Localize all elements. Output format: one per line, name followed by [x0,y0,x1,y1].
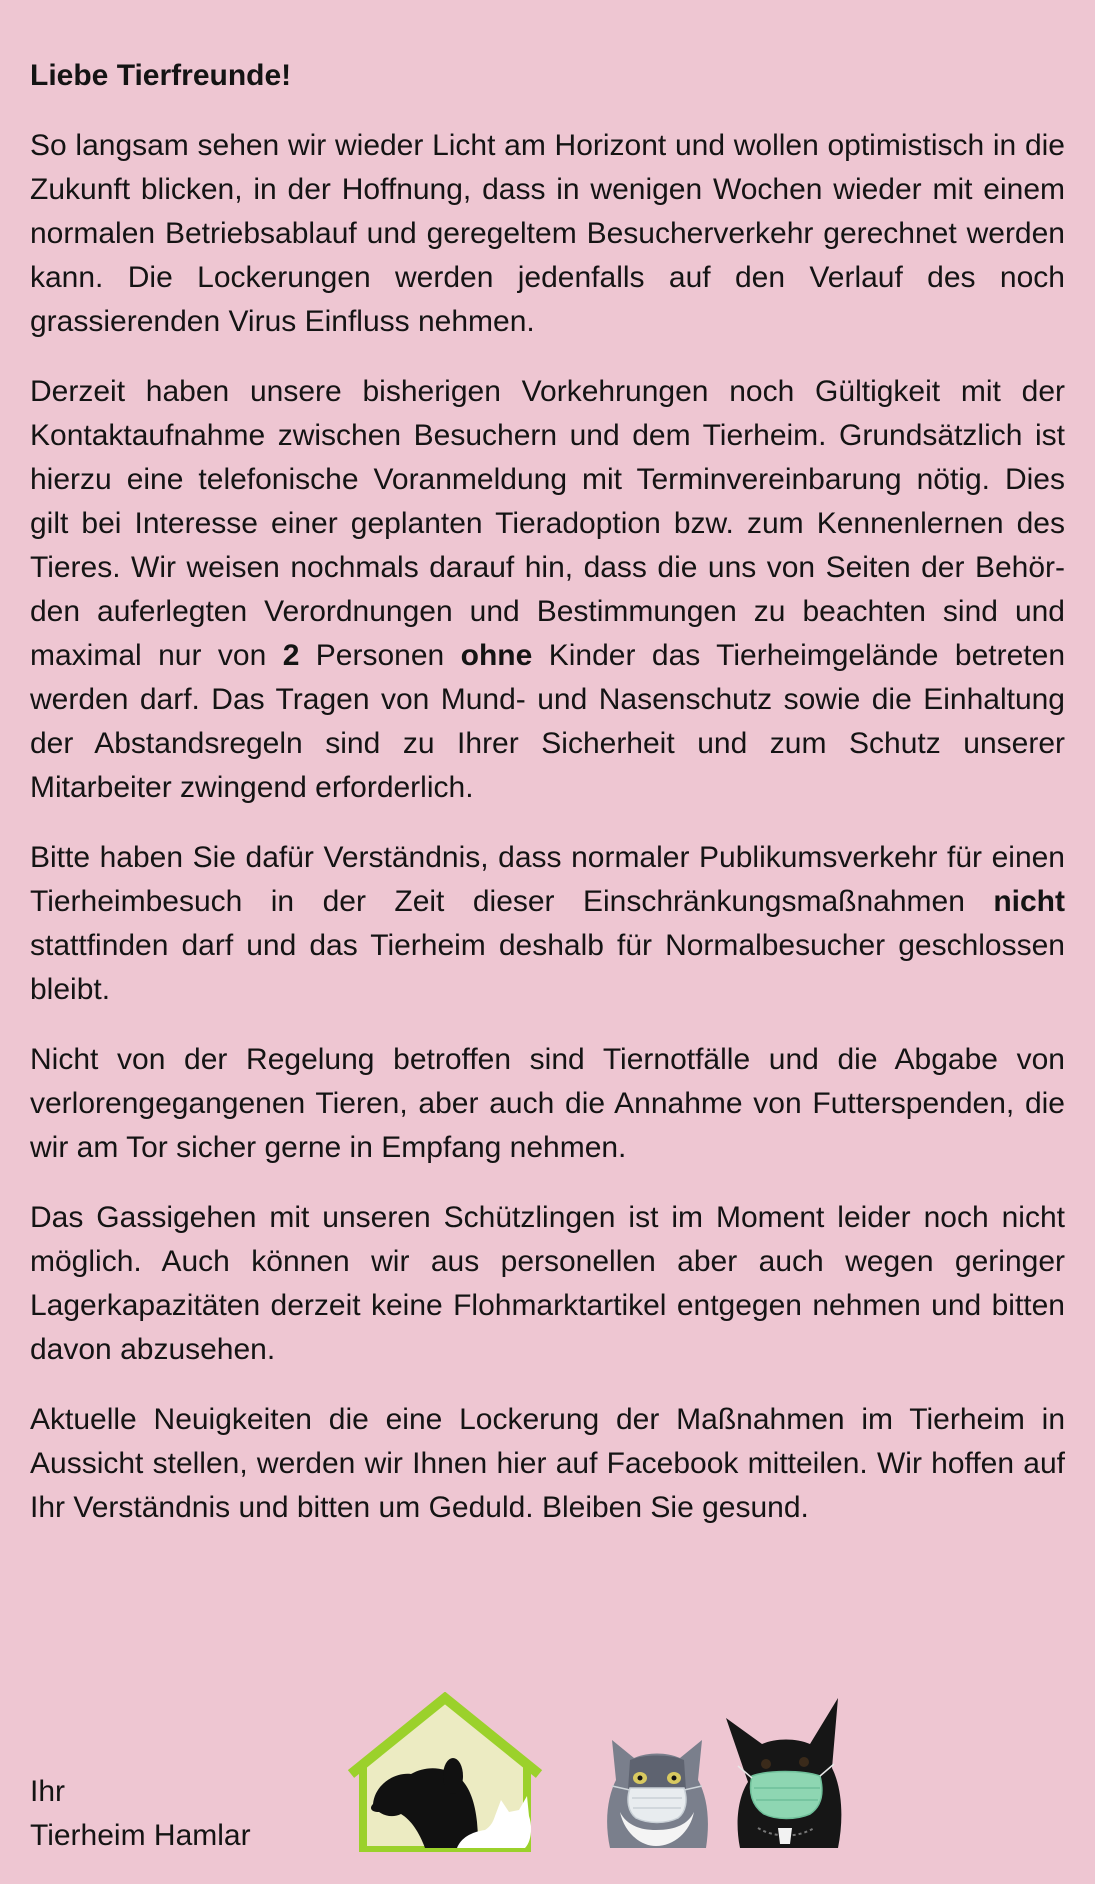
paragraph-1: So langsam sehen wir wieder Licht am Horizont und wollen optimistisch in die Zukunft blicken, in der Hoffnung, dass in wenigen Wochen wieder mit einem normalen Betriebsablauf und geregeltem Besucherverkehr gerechnet werden kann. Die Lockerungen werden jedenfalls auf den Verlauf des noch grassierenden Virus Einfluss nehmen. [30,129,1065,338]
greeting-heading: Liebe Tierfreunde! [30,59,292,92]
paragraph-3 [30,836,1065,1012]
closing-signature [30,1770,251,1858]
paragraph-4: Nicht von der Regelung betroffen sind Tiernotfälle und die Abgabe von verlorengegangenen Tieren, aber auch die Annahme von Futterspenden, die wir am Tor sicher gerne in Empfang nehmen. [30,1043,1065,1164]
paragraph-3-text-a: Bitte haben Sie dafür Verständnis, dass normaler Publikumsverkehr für einen Tierheimbesuch in der Zeit dieser Einschränkungsmaßnahmen [30,841,1065,918]
paragraph-2-bold-without: ohne [460,639,533,672]
paragraph-2-text-a: Derzeit haben unsere bisherigen Vorkehrungen noch Gültigkeit mit der Kontaktaufnahme zwischen Besuchern und dem Tierheim. Grundsätzlich ist hierzu eine telefonische Voranmeldung mit Terminvereinbarung nötig. Dies gilt bei Interesse einer geplanten Tieradoption bzw. zum Kennenlernen des Tieres. Wir weisen nochmals darauf hin, dass die uns von Seiten der Behörden auferlegten Verordnungen und Bestimmungen zu beachten sind und maximal nur von [30,375,1065,672]
paragraph-2-text-c: Kinder das Tierheimgelände betreten werden darf. Das Tragen von Mund- und Nasenschutz sowie die Einhaltung der Abstandsregeln sind zu Ihrer Sicherheit und zum Schutz unserer Mitarbeiter zwingend erforderlich. [30,639,1065,804]
cat-with-mask-icon [600,1700,715,1848]
paragraph-3-text-b: stattfinden darf und das Tierheim deshalb für Normalbesucher geschlossen bleibt. [30,929,1065,1006]
paragraph-6: Aktuelle Neuigkeiten die eine Lockerung der Maßnahmen im Tierheim in Aussicht stellen, werden wir Ihnen hier auf Facebook mitteilen. Wir hoffen auf Ihr Verständnis und bitten um Geduld. Bleiben Sie gesund. [30,1403,1065,1524]
paragraph-2-text-b: Personen [299,639,461,672]
paragraph-3-bold-not: nicht [993,885,1065,918]
paragraph-5: Das Gassigehen mit unseren Schützlingen ist im Moment leider noch nicht möglich. Auch können wir aus personellen aber auch wegen geringer Lagerkapazitäten derzeit keine Flohmarktartikel entgegen nehmen und bitten davon abzusehen. [30,1201,1065,1366]
closing-line-1: Ihr [30,1775,66,1808]
closing-line-2: Tierheim Hamlar [30,1819,251,1852]
tierheim-house-logo-icon [345,1692,545,1852]
dog-with-mask-icon [718,1688,853,1848]
paragraph-2-bold-count: 2 [282,639,300,672]
letter-body [30,58,1065,1556]
paragraph-2 [30,370,1065,810]
